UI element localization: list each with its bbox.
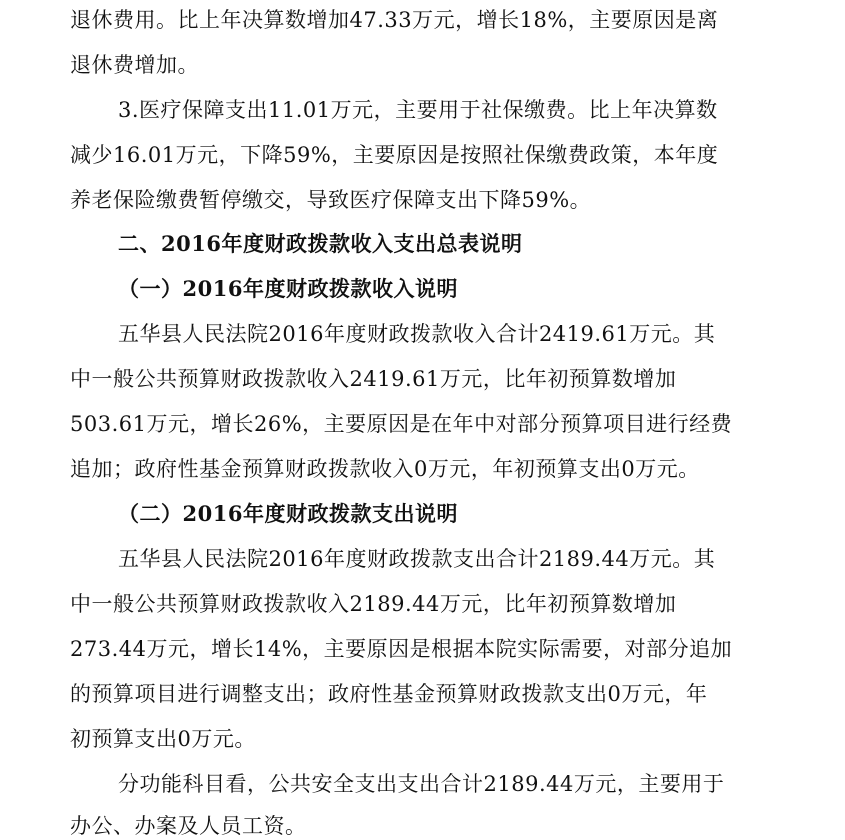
paragraph-line: 退休费增加。 xyxy=(70,53,199,77)
paragraph-line: 273.44万元，增长14%，主要原因是根据本院实际需要，对部分追加 xyxy=(70,637,733,661)
paragraph-line: 503.61万元，增长26%，主要原因是在年中对部分预算项目进行经费 xyxy=(70,412,733,436)
paragraph-line: 五华县人民法院2016年度财政拨款支出合计2189.44万元。其 xyxy=(118,547,716,571)
subsection-heading: （二）2016年度财政拨款支出说明 xyxy=(118,501,458,526)
paragraph-line: 减少16.01万元，下降59%，主要原因是按照社保缴费政策，本年度 xyxy=(70,143,719,167)
paragraph-line: 的预算项目进行调整支出；政府性基金预算财政拨款支出0万元，年 xyxy=(70,682,708,706)
subsection-heading: （一）2016年度财政拨款收入说明 xyxy=(118,276,458,301)
paragraph-line: 追加；政府性基金预算财政拨款收入0万元，年初预算支出0万元。 xyxy=(70,457,700,481)
paragraph-line: 分功能科目看，公共安全支出支出合计2189.44万元，主要用于 xyxy=(118,772,725,796)
paragraph-line: 退休费用。比上年决算数增加47.33万元，增长18%，主要原因是离 xyxy=(70,8,719,32)
paragraph-line: 五华县人民法院2016年度财政拨款收入合计2419.61万元。其 xyxy=(118,322,716,346)
paragraph-line: 中一般公共预算财政拨款收入2189.44万元，比年初预算数增加 xyxy=(70,592,677,616)
section-heading: 二、2016年度财政拨款收入支出总表说明 xyxy=(118,231,523,256)
paragraph-line: 办公、办案及人员工资。 xyxy=(70,814,307,838)
paragraph-line: 中一般公共预算财政拨款收入2419.61万元，比年初预算数增加 xyxy=(70,367,677,391)
paragraph-line: 初预算支出0万元。 xyxy=(70,727,256,751)
paragraph-line: 养老保险缴费暂停缴交，导致医疗保障支出下降59%。 xyxy=(70,188,592,212)
paragraph-line: 3.医疗保障支出11.01万元，主要用于社保缴费。比上年决算数 xyxy=(118,98,718,122)
